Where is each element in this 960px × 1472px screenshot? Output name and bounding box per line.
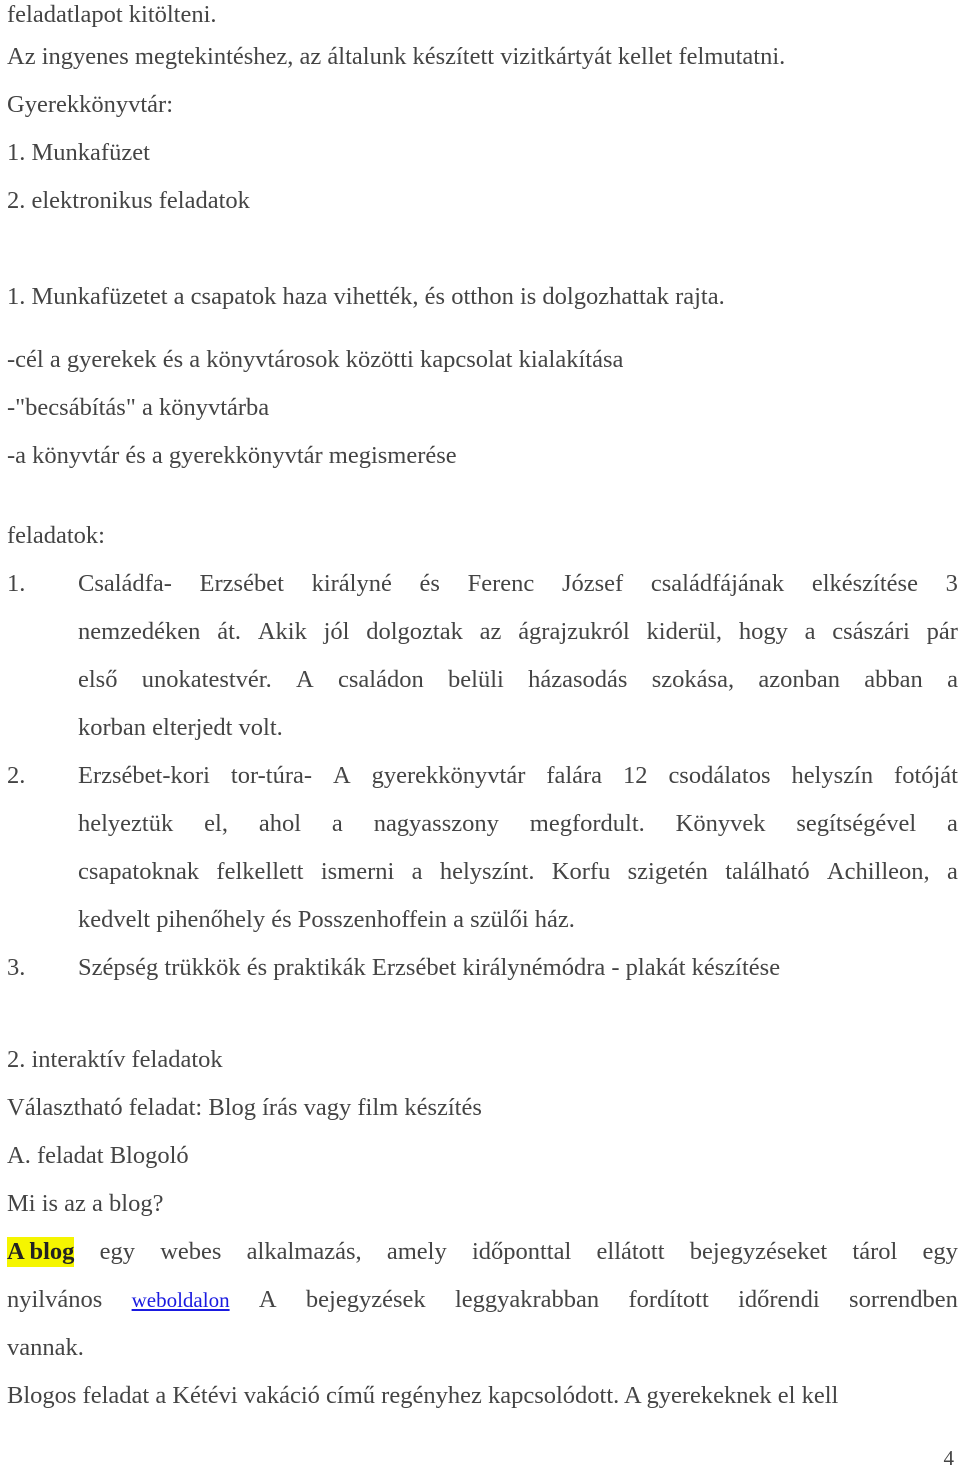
text-word: egy: [922, 1238, 958, 1265]
text-word: a: [411, 858, 423, 885]
task-line: [78, 761, 958, 791]
text-word: ismerni: [320, 858, 395, 885]
task-line: kedvelt pihenőhely és Posszenhoffein a szülői ház.: [78, 906, 575, 933]
text-word: belüli: [448, 666, 504, 693]
text-word: a: [947, 858, 958, 885]
text-word: Erzsébet-kori: [78, 762, 210, 789]
text-word: sorrendben: [849, 1286, 958, 1313]
task-number: 2.: [7, 762, 26, 789]
text-word: át.: [217, 618, 242, 645]
task-line: [78, 857, 958, 887]
text-word: tárol: [852, 1238, 898, 1265]
text-word: el,: [204, 810, 228, 837]
text-word: első: [78, 666, 118, 693]
text-word: segítségével: [796, 810, 917, 837]
text-word: Akik: [257, 618, 307, 645]
text-word: ágrajzukról: [518, 618, 630, 645]
text-line: 2. elektronikus feladatok: [7, 187, 250, 214]
weboldalon-link[interactable]: weboldalon: [131, 1288, 230, 1312]
text-word: császári: [832, 618, 910, 645]
text-word: nyilvános: [7, 1286, 103, 1313]
text-word: A: [332, 762, 351, 789]
text-word: csodálatos: [668, 762, 771, 789]
text-word: királyné: [311, 570, 392, 597]
text-word: kiderül,: [646, 618, 723, 645]
text-word: családfájának: [650, 570, 785, 597]
text-word: tor-túra-: [230, 762, 313, 789]
goal-line: -a könyvtár és a gyerekkönyvtár megismerése: [7, 442, 457, 469]
text-line: Blogos feladat a Kétévi vakáció című regényhez kapcsolódott. A gyerekeknek el kell: [7, 1382, 839, 1409]
text-word: időponttal: [471, 1238, 572, 1265]
text-word: unokatestvér.: [141, 666, 272, 693]
tasks-label: feladatok:: [7, 522, 105, 549]
task-number: 3.: [7, 954, 26, 981]
text-word: található: [725, 858, 810, 885]
task-line: korban elterjedt volt.: [78, 714, 283, 741]
blog-definition-line: [7, 1237, 958, 1267]
text-word: a: [804, 618, 816, 645]
goal-line: -"becsábítás" a könyvtárba: [7, 394, 270, 421]
text-word: csapatoknak: [78, 858, 200, 885]
text-word: pár: [926, 618, 958, 645]
text-line: 1. Munkafüzet: [7, 139, 150, 166]
blog-highlight: A blog: [7, 1238, 75, 1265]
text-line: Mi is az a blog?: [7, 1190, 164, 1217]
text-word: szigetén: [627, 858, 708, 885]
task-line: [78, 809, 958, 839]
text-word: nagyasszony: [373, 810, 499, 837]
text-word: Korfu: [551, 858, 611, 885]
text-word: és: [419, 570, 440, 597]
text-word: A: [258, 1286, 277, 1313]
blog-definition-line: [7, 1285, 958, 1315]
text-word: a: [947, 810, 958, 837]
text-word: időrendi: [738, 1286, 820, 1313]
task-line: [78, 665, 958, 695]
page-number: 4: [943, 1446, 954, 1470]
text-word: dolgoztak: [366, 618, 463, 645]
text-word: nemzedéken: [78, 618, 201, 645]
text-word: jól: [323, 618, 350, 645]
text-word: ahol: [258, 810, 302, 837]
text-line: A. feladat Blogoló: [7, 1142, 189, 1169]
text-word: házasodás: [528, 666, 628, 693]
text-word: Könyvek: [675, 810, 766, 837]
text-word: Családfa-: [78, 570, 172, 597]
text-word: alkalmazás,: [246, 1238, 362, 1265]
text-word: családon: [338, 666, 424, 693]
text-word: A: [296, 666, 314, 693]
text-word: helyeztük: [78, 810, 174, 837]
text-word: webes: [160, 1238, 222, 1265]
text-word: felkellett: [216, 858, 304, 885]
section-title: 2. interaktív feladatok: [7, 1046, 223, 1073]
goal-line: -cél a gyerekek és a könyvtárosok közötti kapcsolat kialakítása: [7, 346, 624, 373]
text-word: bejegyzések: [305, 1286, 426, 1313]
text-word: fordított: [628, 1286, 709, 1313]
text-word: fotóját: [894, 762, 958, 789]
text-word: gyerekkönyvtár: [371, 762, 526, 789]
text-word: a: [947, 666, 958, 693]
text-word: szokása,: [651, 666, 735, 693]
text-word: helyszínt.: [439, 858, 535, 885]
text-word: amely: [386, 1238, 447, 1265]
text-word: falára: [546, 762, 603, 789]
text-word: Ferenc: [467, 570, 535, 597]
text-word: az: [479, 618, 502, 645]
task-number: 1.: [7, 570, 26, 597]
text-word: egy: [99, 1238, 135, 1265]
text-word: helyszín: [791, 762, 874, 789]
text-word: 3: [945, 570, 958, 597]
text-word: elkészítése: [811, 570, 918, 597]
text-word: ellátott: [596, 1238, 665, 1265]
text-word: bejegyzéseket: [689, 1238, 828, 1265]
text-word: leggyakrabban: [454, 1286, 600, 1313]
text-line: Az ingyenes megtekintéshez, az általunk készített vizitkártyát kellet felmutatni.: [7, 43, 786, 70]
text-word: 12: [623, 762, 648, 789]
text-word: abban: [864, 666, 923, 693]
text-line: vannak.: [7, 1334, 84, 1361]
text-line: feladatlapot kitölteni.: [7, 1, 217, 28]
text-word: azonban: [758, 666, 840, 693]
text-word: a: [331, 810, 343, 837]
text-word: megfordult.: [529, 810, 645, 837]
text-word: Achilleon,: [826, 858, 930, 885]
text-line: Választható feladat: Blog írás vagy film készítés: [7, 1094, 482, 1121]
task-line: Szépség trükkök és praktikák Erzsébet királynémódra - plakát készítése: [78, 954, 781, 981]
text-word: hogy: [738, 618, 788, 645]
section-intro: 1. Munkafüzetet a csapatok haza vihették, és otthon is dolgozhattak rajta.: [7, 283, 725, 310]
task-line: [78, 569, 958, 599]
text-word: József: [561, 570, 624, 597]
text-line: Gyerekkönyvtár:: [7, 91, 173, 118]
task-line: [78, 617, 958, 647]
text-word: Erzsébet: [199, 570, 284, 597]
